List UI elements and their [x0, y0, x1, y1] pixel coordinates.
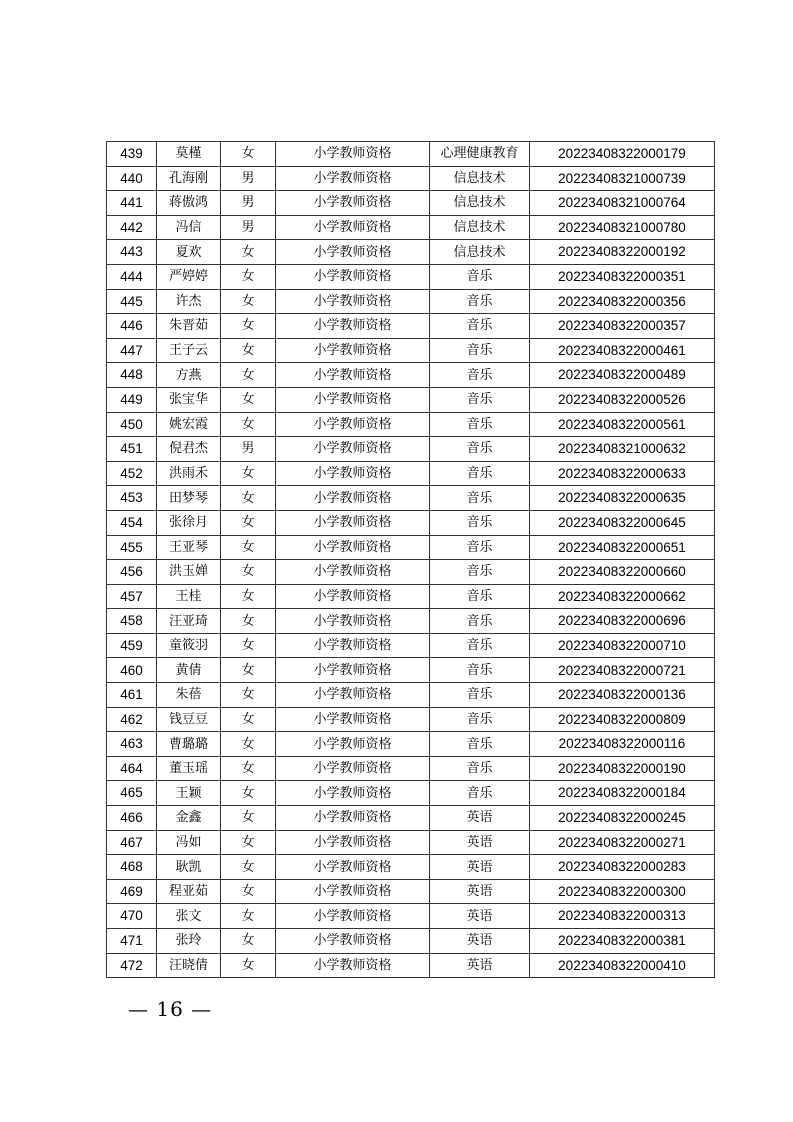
gender-cell: 女: [221, 240, 276, 265]
subject-cell: 音乐: [430, 756, 530, 781]
row-number-cell: 453: [107, 486, 157, 511]
row-number-cell: 463: [107, 732, 157, 757]
gender-cell: 女: [221, 461, 276, 486]
qualification-cell: 小学教师资格: [276, 879, 430, 904]
name-cell: 莫槿: [157, 142, 221, 167]
certificate-id-cell: 20223408322000381: [530, 929, 715, 954]
name-cell: 张宝华: [157, 387, 221, 412]
certificate-id-cell: 20223408322000662: [530, 584, 715, 609]
subject-cell: 音乐: [430, 486, 530, 511]
row-number-cell: 441: [107, 191, 157, 216]
row-number-cell: 454: [107, 510, 157, 535]
gender-cell: 女: [221, 781, 276, 806]
table-row: [107, 732, 715, 757]
certificate-id-cell: 20223408322000283: [530, 855, 715, 880]
gender-cell: 女: [221, 560, 276, 585]
qualification-cell: 小学教师资格: [276, 633, 430, 658]
gender-cell: 女: [221, 633, 276, 658]
table-row: [107, 215, 715, 240]
subject-cell: 音乐: [430, 412, 530, 437]
name-cell: 曹璐璐: [157, 732, 221, 757]
row-number-cell: 461: [107, 683, 157, 708]
gender-cell: 女: [221, 806, 276, 831]
gender-cell: 女: [221, 486, 276, 511]
certificate-id-cell: 20223408322000410: [530, 953, 715, 978]
row-number-cell: 456: [107, 560, 157, 585]
subject-cell: 音乐: [430, 732, 530, 757]
table-row: [107, 437, 715, 462]
row-number-cell: 445: [107, 289, 157, 314]
gender-cell: 女: [221, 830, 276, 855]
table-row: [107, 486, 715, 511]
row-number-cell: 468: [107, 855, 157, 880]
certificate-id-cell: 20223408322000116: [530, 732, 715, 757]
certificate-id-cell: 20223408322000192: [530, 240, 715, 265]
subject-cell: 英语: [430, 806, 530, 831]
table-row: [107, 510, 715, 535]
qualification-cell: 小学教师资格: [276, 215, 430, 240]
table-row: [107, 289, 715, 314]
subject-cell: 音乐: [430, 560, 530, 585]
row-number-cell: 457: [107, 584, 157, 609]
qualification-cell: 小学教师资格: [276, 486, 430, 511]
name-cell: 姚宏霞: [157, 412, 221, 437]
table-row: [107, 191, 715, 216]
certificate-id-cell: 20223408321000764: [530, 191, 715, 216]
gender-cell: 女: [221, 929, 276, 954]
subject-cell: 信息技术: [430, 240, 530, 265]
results-table: [106, 141, 715, 978]
certificate-id-cell: 20223408322000300: [530, 879, 715, 904]
subject-cell: 音乐: [430, 707, 530, 732]
gender-cell: 男: [221, 191, 276, 216]
gender-cell: 女: [221, 879, 276, 904]
subject-cell: 英语: [430, 953, 530, 978]
subject-cell: 信息技术: [430, 191, 530, 216]
table-row: [107, 707, 715, 732]
name-cell: 汪晓倩: [157, 953, 221, 978]
certificate-id-cell: 20223408322000809: [530, 707, 715, 732]
row-number-cell: 455: [107, 535, 157, 560]
name-cell: 汪亚琦: [157, 609, 221, 634]
gender-cell: 女: [221, 338, 276, 363]
certificate-id-cell: 20223408322000645: [530, 510, 715, 535]
row-number-cell: 440: [107, 166, 157, 191]
table-row: [107, 535, 715, 560]
name-cell: 孔海刚: [157, 166, 221, 191]
row-number-cell: 470: [107, 904, 157, 929]
certificate-id-cell: 20223408322000184: [530, 781, 715, 806]
gender-cell: 女: [221, 658, 276, 683]
table-row: [107, 584, 715, 609]
gender-cell: 男: [221, 437, 276, 462]
name-cell: 王子云: [157, 338, 221, 363]
certificate-id-cell: 20223408322000696: [530, 609, 715, 634]
gender-cell: 女: [221, 953, 276, 978]
row-number-cell: 451: [107, 437, 157, 462]
subject-cell: 英语: [430, 830, 530, 855]
qualification-cell: 小学教师资格: [276, 191, 430, 216]
row-number-cell: 443: [107, 240, 157, 265]
certificate-id-cell: 20223408322000660: [530, 560, 715, 585]
subject-cell: 信息技术: [430, 166, 530, 191]
name-cell: 程亚茹: [157, 879, 221, 904]
subject-cell: 音乐: [430, 584, 530, 609]
gender-cell: 女: [221, 683, 276, 708]
name-cell: 王颖: [157, 781, 221, 806]
certificate-id-cell: 20223408322000179: [530, 142, 715, 167]
row-number-cell: 467: [107, 830, 157, 855]
table-row: [107, 363, 715, 388]
qualification-cell: 小学教师资格: [276, 240, 430, 265]
subject-cell: 音乐: [430, 314, 530, 339]
row-number-cell: 439: [107, 142, 157, 167]
gender-cell: 女: [221, 510, 276, 535]
row-number-cell: 446: [107, 314, 157, 339]
gender-cell: 男: [221, 166, 276, 191]
certificate-id-cell: 20223408322000271: [530, 830, 715, 855]
subject-cell: 音乐: [430, 461, 530, 486]
subject-cell: 音乐: [430, 658, 530, 683]
table-row: [107, 929, 715, 954]
qualification-cell: 小学教师资格: [276, 781, 430, 806]
gender-cell: 女: [221, 609, 276, 634]
certificate-id-cell: 20223408322000526: [530, 387, 715, 412]
name-cell: 倪君杰: [157, 437, 221, 462]
qualification-cell: 小学教师资格: [276, 806, 430, 831]
subject-cell: 英语: [430, 904, 530, 929]
name-cell: 冯信: [157, 215, 221, 240]
subject-cell: 音乐: [430, 363, 530, 388]
name-cell: 田梦琴: [157, 486, 221, 511]
qualification-cell: 小学教师资格: [276, 264, 430, 289]
certificate-id-cell: 20223408322000651: [530, 535, 715, 560]
subject-cell: 英语: [430, 929, 530, 954]
gender-cell: 女: [221, 387, 276, 412]
table-row: [107, 683, 715, 708]
subject-cell: 音乐: [430, 781, 530, 806]
qualification-cell: 小学教师资格: [276, 412, 430, 437]
gender-cell: 女: [221, 264, 276, 289]
name-cell: 夏欢: [157, 240, 221, 265]
subject-cell: 音乐: [430, 633, 530, 658]
gender-cell: 女: [221, 535, 276, 560]
row-number-cell: 472: [107, 953, 157, 978]
row-number-cell: 460: [107, 658, 157, 683]
row-number-cell: 452: [107, 461, 157, 486]
name-cell: 朱蓓: [157, 683, 221, 708]
table-row: [107, 412, 715, 437]
subject-cell: 音乐: [430, 264, 530, 289]
name-cell: 严婷婷: [157, 264, 221, 289]
gender-cell: 女: [221, 314, 276, 339]
row-number-cell: 450: [107, 412, 157, 437]
gender-cell: 女: [221, 289, 276, 314]
row-number-cell: 442: [107, 215, 157, 240]
certificate-id-cell: 20223408322000635: [530, 486, 715, 511]
certificate-id-cell: 20223408321000739: [530, 166, 715, 191]
name-cell: 王亚琴: [157, 535, 221, 560]
qualification-cell: 小学教师资格: [276, 584, 430, 609]
qualification-cell: 小学教师资格: [276, 756, 430, 781]
gender-cell: 女: [221, 363, 276, 388]
table-row: [107, 609, 715, 634]
gender-cell: 女: [221, 142, 276, 167]
qualification-cell: 小学教师资格: [276, 314, 430, 339]
name-cell: 洪雨禾: [157, 461, 221, 486]
certificate-id-cell: 20223408322000136: [530, 683, 715, 708]
name-cell: 金鑫: [157, 806, 221, 831]
table-row: [107, 953, 715, 978]
qualification-cell: 小学教师资格: [276, 732, 430, 757]
gender-cell: 女: [221, 756, 276, 781]
qualification-cell: 小学教师资格: [276, 953, 430, 978]
name-cell: 许杰: [157, 289, 221, 314]
qualification-cell: 小学教师资格: [276, 461, 430, 486]
name-cell: 张徐月: [157, 510, 221, 535]
name-cell: 董玉瑶: [157, 756, 221, 781]
qualification-cell: 小学教师资格: [276, 609, 430, 634]
qualification-cell: 小学教师资格: [276, 830, 430, 855]
subject-cell: 音乐: [430, 683, 530, 708]
gender-cell: 女: [221, 855, 276, 880]
row-number-cell: 466: [107, 806, 157, 831]
row-number-cell: 447: [107, 338, 157, 363]
qualification-cell: 小学教师资格: [276, 142, 430, 167]
results-table-body: [107, 142, 715, 978]
name-cell: 张文: [157, 904, 221, 929]
qualification-cell: 小学教师资格: [276, 658, 430, 683]
name-cell: 方燕: [157, 363, 221, 388]
subject-cell: 音乐: [430, 387, 530, 412]
certificate-id-cell: 20223408322000356: [530, 289, 715, 314]
gender-cell: 女: [221, 707, 276, 732]
certificate-id-cell: 20223408322000721: [530, 658, 715, 683]
subject-cell: 音乐: [430, 437, 530, 462]
qualification-cell: 小学教师资格: [276, 166, 430, 191]
table-row: [107, 560, 715, 585]
qualification-cell: 小学教师资格: [276, 560, 430, 585]
gender-cell: 女: [221, 904, 276, 929]
table-row: [107, 830, 715, 855]
name-cell: 洪玉婵: [157, 560, 221, 585]
name-cell: 童筱羽: [157, 633, 221, 658]
table-row: [107, 264, 715, 289]
name-cell: 钱豆豆: [157, 707, 221, 732]
row-number-cell: 465: [107, 781, 157, 806]
row-number-cell: 444: [107, 264, 157, 289]
subject-cell: 心理健康教育: [430, 142, 530, 167]
row-number-cell: 462: [107, 707, 157, 732]
qualification-cell: 小学教师资格: [276, 707, 430, 732]
qualification-cell: 小学教师资格: [276, 855, 430, 880]
certificate-id-cell: 20223408322000633: [530, 461, 715, 486]
qualification-cell: 小学教师资格: [276, 387, 430, 412]
table-row: [107, 166, 715, 191]
table-row: [107, 142, 715, 167]
certificate-id-cell: 20223408322000357: [530, 314, 715, 339]
row-number-cell: 458: [107, 609, 157, 634]
certificate-id-cell: 20223408322000461: [530, 338, 715, 363]
certificate-id-cell: 20223408322000561: [530, 412, 715, 437]
subject-cell: 音乐: [430, 535, 530, 560]
row-number-cell: 464: [107, 756, 157, 781]
table-row: [107, 633, 715, 658]
qualification-cell: 小学教师资格: [276, 535, 430, 560]
qualification-cell: 小学教师资格: [276, 437, 430, 462]
row-number-cell: 448: [107, 363, 157, 388]
qualification-cell: 小学教师资格: [276, 289, 430, 314]
certificate-id-cell: 20223408322000351: [530, 264, 715, 289]
table-row: [107, 879, 715, 904]
name-cell: 王桂: [157, 584, 221, 609]
table-row: [107, 461, 715, 486]
table-row: [107, 806, 715, 831]
qualification-cell: 小学教师资格: [276, 363, 430, 388]
name-cell: 蒋傲鸿: [157, 191, 221, 216]
name-cell: 张玲: [157, 929, 221, 954]
certificate-id-cell: 20223408322000313: [530, 904, 715, 929]
gender-cell: 女: [221, 412, 276, 437]
subject-cell: 英语: [430, 855, 530, 880]
table-row: [107, 338, 715, 363]
table-row: [107, 855, 715, 880]
certificate-id-cell: 20223408322000245: [530, 806, 715, 831]
qualification-cell: 小学教师资格: [276, 904, 430, 929]
row-number-cell: 459: [107, 633, 157, 658]
table-row: [107, 756, 715, 781]
subject-cell: 音乐: [430, 289, 530, 314]
subject-cell: 英语: [430, 879, 530, 904]
subject-cell: 音乐: [430, 338, 530, 363]
qualification-cell: 小学教师资格: [276, 510, 430, 535]
name-cell: 耿凯: [157, 855, 221, 880]
qualification-cell: 小学教师资格: [276, 929, 430, 954]
name-cell: 朱晋茹: [157, 314, 221, 339]
gender-cell: 女: [221, 732, 276, 757]
certificate-id-cell: 20223408322000710: [530, 633, 715, 658]
subject-cell: 音乐: [430, 510, 530, 535]
certificate-id-cell: 20223408322000190: [530, 756, 715, 781]
table-row: [107, 658, 715, 683]
name-cell: 黄倩: [157, 658, 221, 683]
subject-cell: 音乐: [430, 609, 530, 634]
table-row: [107, 240, 715, 265]
certificate-id-cell: 20223408322000489: [530, 363, 715, 388]
row-number-cell: 471: [107, 929, 157, 954]
table-row: [107, 904, 715, 929]
table-row: [107, 387, 715, 412]
page-number: — 16 —: [128, 997, 213, 1021]
table-row: [107, 314, 715, 339]
table-row: [107, 781, 715, 806]
name-cell: 冯如: [157, 830, 221, 855]
subject-cell: 信息技术: [430, 215, 530, 240]
gender-cell: 女: [221, 584, 276, 609]
certificate-id-cell: 20223408321000632: [530, 437, 715, 462]
gender-cell: 男: [221, 215, 276, 240]
qualification-cell: 小学教师资格: [276, 338, 430, 363]
row-number-cell: 449: [107, 387, 157, 412]
certificate-id-cell: 20223408321000780: [530, 215, 715, 240]
row-number-cell: 469: [107, 879, 157, 904]
qualification-cell: 小学教师资格: [276, 683, 430, 708]
